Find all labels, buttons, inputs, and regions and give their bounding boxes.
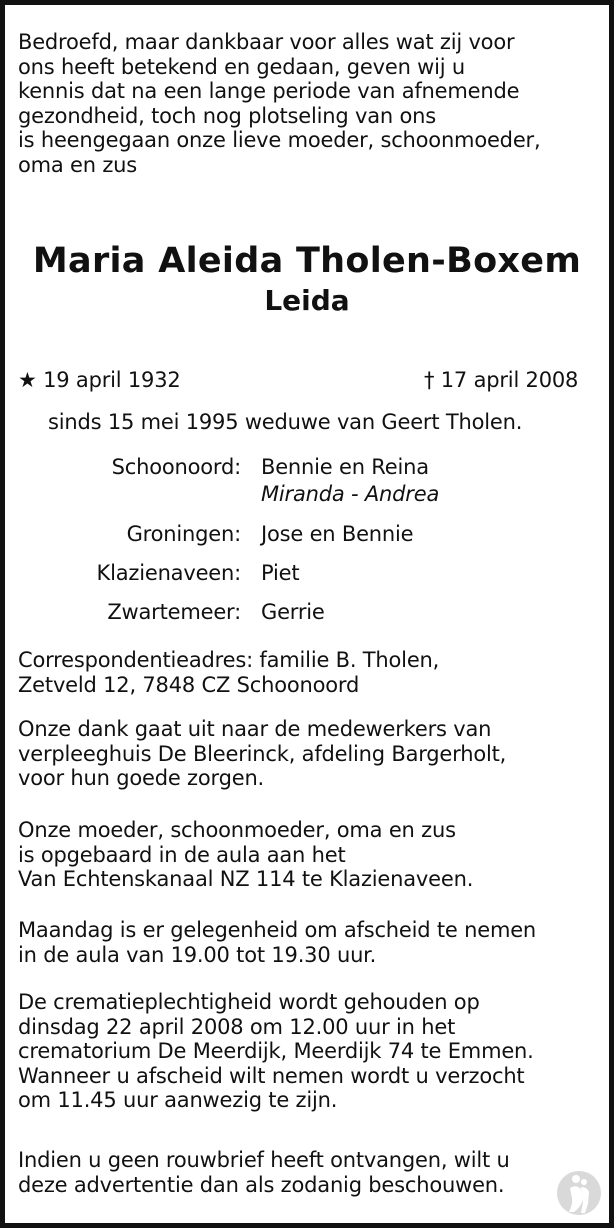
family-place: Zwartemeer: <box>107 600 241 624</box>
cremation-line: dinsdag 22 april 2008 om 12.00 uur in het <box>18 1014 456 1039</box>
closing-line: deze advertentie dan als zodanig beschouwen. <box>18 1172 505 1197</box>
family-names: Jose en Bennie <box>261 522 414 546</box>
farewell-paragraph <box>18 918 603 967</box>
thanks-paragraph <box>18 717 603 791</box>
laid-out-line: is opgebaard in de aula aan het <box>18 842 346 867</box>
family-names: Bennie en Reina <box>261 455 429 479</box>
birth-date: ★ 19 april 1932 <box>18 368 181 392</box>
family-names: Piet <box>261 561 300 585</box>
intro-line: kennis dat na een lange periode van afnemende <box>18 79 520 103</box>
family-place: Schoonoord: <box>111 455 241 479</box>
farewell-line: in de aula van 19.00 tot 19.30 uur. <box>18 942 377 967</box>
laid-out-paragraph <box>18 818 603 892</box>
family-place: Groningen: <box>126 522 241 546</box>
thanks-line: verpleeghuis De Bleerinck, afdeling Bargerholt, <box>18 741 507 766</box>
deceased-name: Maria Aleida Tholen-Boxem <box>32 241 582 281</box>
family-place: Klazienaveen: <box>96 561 241 585</box>
cremation-paragraph <box>18 990 603 1113</box>
intro-line: gezondheid, toch nog plotseling van ons <box>18 103 436 128</box>
thanks-line: voor hun goede zorgen. <box>18 766 265 790</box>
family-names: Gerrie <box>261 600 325 624</box>
family-grandchildren: Miranda - Andrea <box>261 482 440 506</box>
thanks-line: Onze dank gaat uit naar de medewerkers van <box>18 717 492 741</box>
correspondence-line: Correspondentieadres: familie B. Tholen, <box>18 648 440 672</box>
intro-line: Bedroefd, maar dankbaar voor alles wat zij voor <box>18 30 515 54</box>
death-date: † 17 april 2008 <box>424 368 579 392</box>
cremation-line: De crematieplechtigheid wordt gehouden op <box>18 990 480 1014</box>
cremation-line: Wanneer u afscheid wilt nemen wordt u verzocht <box>18 1063 525 1088</box>
deceased-nickname: Leida <box>264 284 350 317</box>
correspondence-line: Zetveld 12, 7848 CZ Schoonoord <box>18 672 360 697</box>
cremation-line: crematorium De Meerdijk, Meerdijk 74 te Emmen. <box>18 1039 534 1063</box>
farewell-line: Maandag is er gelegenheid om afscheid te nemen <box>18 918 537 942</box>
intro-line: ons heeft betekend en gedaan, geven wij u <box>18 54 466 79</box>
laid-out-line: Van Echtenskanaal NZ 114 te Klazienaveen. <box>18 867 474 891</box>
cremation-line: om 11.45 uur aanwezig te zijn. <box>18 1088 338 1112</box>
widow-line: sinds 15 mei 1995 weduwe van Geert Tholen. <box>48 410 523 434</box>
intro-paragraph <box>18 30 603 177</box>
laid-out-line: Onze moeder, schoonmoeder, oma en zus <box>18 818 456 842</box>
closing-line: Indien u geen rouwbrief heeft ontvangen, wilt u <box>18 1148 510 1172</box>
memorial-figure-icon <box>556 1168 602 1218</box>
correspondence-address <box>18 648 603 697</box>
closing-paragraph <box>18 1148 603 1197</box>
intro-line: oma en zus <box>18 152 138 177</box>
intro-line: is heengegaan onze lieve moeder, schoonmoeder, <box>18 128 541 152</box>
family-list <box>0 455 614 635</box>
